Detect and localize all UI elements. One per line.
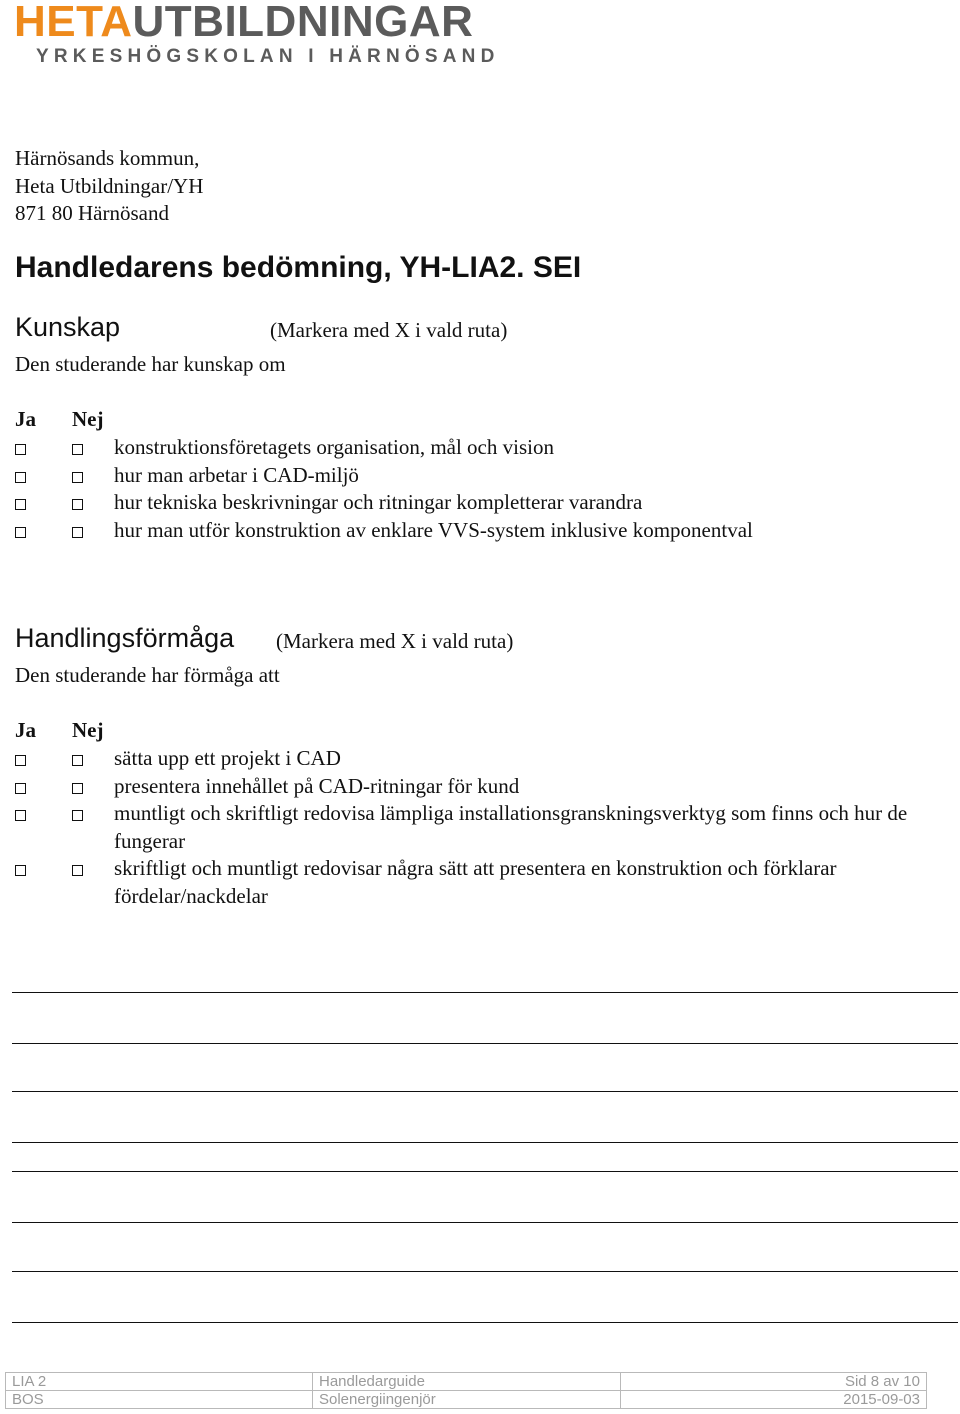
handling-col-yes: Ja	[15, 718, 36, 742]
page-footer	[5, 1372, 927, 1409]
handling-col-no: Nej	[72, 718, 104, 742]
footer-program: Solenergiingenjör	[313, 1391, 621, 1409]
checkbox-nej[interactable]	[72, 755, 83, 766]
checkbox-ja[interactable]	[15, 755, 26, 766]
checkbox-ja[interactable]	[15, 472, 26, 483]
heta-logo	[14, 0, 500, 68]
checkbox-nej[interactable]	[72, 810, 83, 821]
checkbox-ja[interactable]	[15, 527, 26, 538]
checkbox-ja[interactable]	[15, 499, 26, 510]
logo-utbildningar: UTBILDNINGAR	[132, 0, 474, 46]
checkbox-nej[interactable]	[72, 783, 83, 794]
footer-document: Handledarguide	[313, 1373, 621, 1391]
checkbox-nej[interactable]	[72, 472, 83, 483]
writing-line[interactable]	[12, 1171, 958, 1172]
kunskap-item-text: hur man arbetar i CAD-miljö	[114, 463, 359, 487]
writing-line[interactable]	[12, 1271, 958, 1272]
checkbox-ja[interactable]	[15, 810, 26, 821]
kunskap-col-yes: Ja	[15, 407, 36, 431]
page-title: Handledarens bedömning, YH-LIA2. SEI	[15, 251, 582, 284]
writing-line[interactable]	[12, 1043, 958, 1044]
kunskap-item-text: hur man utför konstruktion av enklare VVS-system inklusive komponentval	[114, 518, 753, 542]
writing-line[interactable]	[12, 1322, 958, 1323]
kunskap-intro: Den studerande har kunskap om	[15, 352, 286, 376]
address-line: 871 80 Härnösand	[15, 201, 169, 225]
checkbox-nej[interactable]	[72, 444, 83, 455]
handling-item-text: skriftligt och muntligt redovisar några sätt att presentera en konstruktion och förklarar fördelar/nackdelar	[114, 856, 837, 908]
kunskap-note: (Markera med X i vald ruta)	[270, 318, 508, 342]
footer-date: 2015-09-03	[621, 1391, 927, 1409]
footer-author: BOS	[6, 1391, 313, 1409]
handling-item-text: sätta upp ett projekt i CAD	[114, 746, 341, 770]
address-line: Heta Utbildningar/YH	[15, 173, 204, 198]
logo-heta: HETA	[14, 0, 133, 46]
handling-item-text: muntligt och skriftligt redovisa lämpliga installationsgranskningsverktyg som finns och hur de fungerar	[114, 801, 908, 853]
logo-wordmark	[14, 0, 500, 44]
logo-subtitle: YRKESHÖGSKOLAN I HÄRNÖSAND	[36, 46, 500, 67]
handling-intro: Den studerande har förmåga att	[15, 663, 280, 687]
writing-line[interactable]	[12, 1222, 958, 1223]
checkbox-nej[interactable]	[72, 865, 83, 876]
checkbox-nej[interactable]	[72, 527, 83, 538]
handling-heading: Handlingsförmåga	[15, 623, 235, 653]
checkbox-nej[interactable]	[72, 499, 83, 510]
kunskap-item-text: hur tekniska beskrivningar och ritningar kompletterar varandra	[114, 490, 643, 514]
address-block	[15, 145, 203, 228]
kunskap-heading: Kunskap	[15, 312, 121, 342]
handling-item-text: presentera innehållet på CAD-ritningar för kund	[114, 774, 520, 798]
kunskap-item-text: konstruktionsföretagets organisation, mål och vision	[114, 435, 554, 459]
footer-page-number: Sid 8 av 10	[621, 1373, 927, 1391]
writing-line[interactable]	[12, 992, 958, 993]
checkbox-ja[interactable]	[15, 444, 26, 455]
footer-course: LIA 2	[6, 1373, 313, 1391]
kunskap-col-no: Nej	[72, 407, 104, 431]
checkbox-ja[interactable]	[15, 783, 26, 794]
address-line: Härnösands kommun,	[15, 146, 200, 170]
writing-line[interactable]	[12, 1091, 958, 1092]
handling-note: (Markera med X i vald ruta)	[276, 629, 514, 653]
checkbox-ja[interactable]	[15, 865, 26, 876]
writing-line[interactable]	[12, 1142, 958, 1143]
